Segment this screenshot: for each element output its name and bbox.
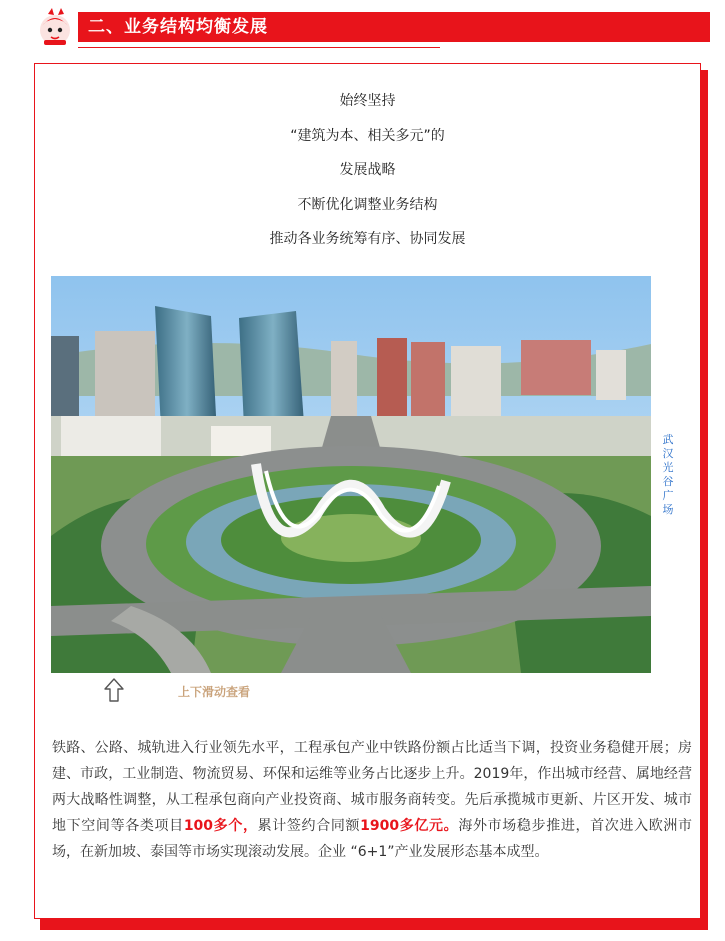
photo-caption: 武汉光谷广场 xyxy=(662,433,674,516)
section-header xyxy=(0,0,725,60)
intro-line: “建筑为本、相关多元”的 xyxy=(290,127,445,144)
intro-line: 不断优化调整业务结构 xyxy=(297,196,438,213)
title-divider xyxy=(78,47,440,48)
section-title: 二、业务结构均衡发展 xyxy=(78,12,710,42)
intro-line: 推动各业务统筹有序、协同发展 xyxy=(269,231,466,247)
highlight-contract-amount: 1900多亿元。 xyxy=(360,818,459,834)
paragraph-text: 海外市场稳步推进，首次进入欧洲市场，在新加坡、泰国等市场实现滚动发展。企业 “6+1”产业发展形态基本成型。 xyxy=(52,818,693,860)
paragraph-text: 铁路、公路、城轨进入行业领先水平，工程承包产业中铁路份额占比适当下调，投资业务稳健开展；房建、市政，工业制造、物流贸易、环保和运维等业务占比逐步上升。2019年，作出城市经营、属地经营两大战略性调整，从工程承包商向产业投资商、城市服务商转变。先后承揽城市更新、片区开发、城市地下空间等各类项目 xyxy=(52,740,692,834)
body-paragraph xyxy=(52,735,692,865)
scroll-hint: 上下滑动查看 xyxy=(178,685,251,699)
highlight-project-count: 100多个， xyxy=(183,818,258,834)
paragraph-text: 累计签约合同额 xyxy=(257,818,361,834)
city-plaza-photo[interactable] xyxy=(51,276,651,673)
mascot-icon xyxy=(34,6,76,48)
intro-block xyxy=(0,90,725,263)
intro-line: 发展战略 xyxy=(339,162,396,178)
intro-line: 始终坚持 xyxy=(339,93,396,109)
up-arrow-icon xyxy=(103,677,125,703)
